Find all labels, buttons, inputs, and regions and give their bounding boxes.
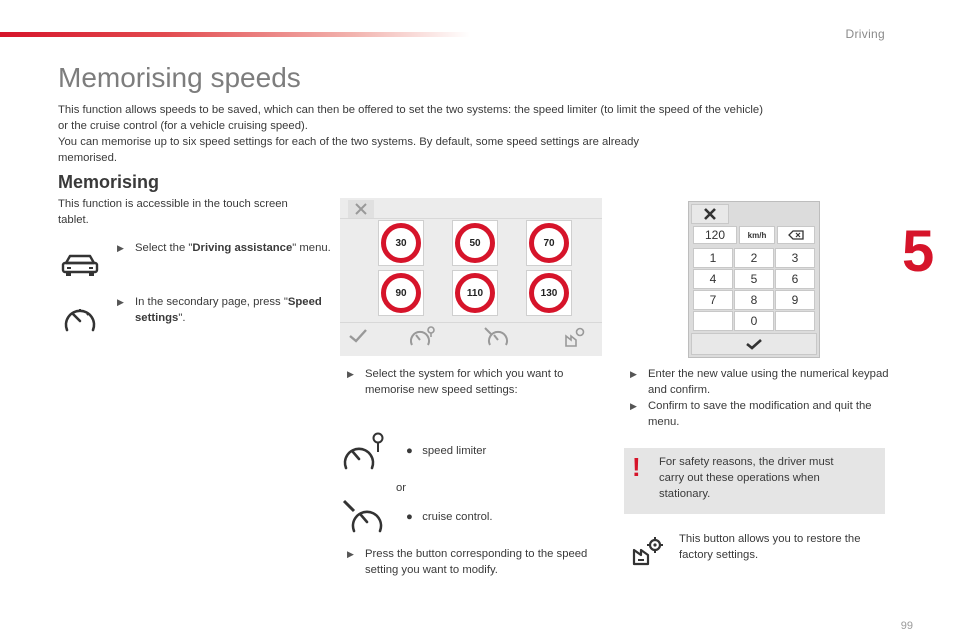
restore-text: This button allows you to restore the factory settings. (679, 533, 861, 561)
divider (340, 322, 602, 323)
page-number: 99 (900, 620, 913, 632)
speed-limiter-icon[interactable] (410, 326, 436, 353)
page-title: Memorising speeds (58, 62, 301, 93)
speed-sign-130: 130 (529, 273, 569, 313)
key-2[interactable]: 2 (734, 248, 774, 268)
speed-slot[interactable] (378, 220, 424, 266)
warning-box (624, 448, 885, 514)
factory-reset-icon[interactable] (564, 326, 586, 353)
step1-prefix: Select the " (135, 242, 193, 254)
confirm-button[interactable] (691, 333, 817, 355)
speed-settings-screen (340, 198, 602, 356)
speed-slot[interactable] (378, 270, 424, 316)
warning-text: For safety reasons, the driver must carry out these operations when stationary. (659, 456, 834, 500)
backspace-icon[interactable] (777, 226, 815, 244)
bullet-dot: ● (406, 445, 423, 457)
key-6[interactable]: 6 (775, 269, 815, 289)
car-icon (60, 252, 100, 278)
keypad-screen (688, 201, 820, 358)
step-confirm-save (630, 398, 898, 430)
factory-reset-icon (632, 536, 664, 566)
key-8[interactable]: 8 (734, 290, 774, 310)
step-marker: ▶ (117, 243, 124, 253)
speed-slot[interactable] (526, 220, 572, 266)
close-icon[interactable] (691, 204, 729, 224)
access-text: This function is accessible in the touch screen tablet. (58, 198, 288, 226)
key-4[interactable]: 4 (693, 269, 733, 289)
intro-paragraph (58, 102, 848, 166)
step-enter-value (630, 366, 898, 398)
cruise-control-item (406, 509, 493, 525)
header-accent-bar (0, 32, 470, 37)
key-5[interactable]: 5 (734, 269, 774, 289)
speed-limiter-item (406, 443, 486, 459)
speed-slot[interactable] (452, 220, 498, 266)
cruise-control-icon (342, 498, 386, 534)
key-9[interactable]: 9 (775, 290, 815, 310)
speed-limiter-label: speed limiter (422, 445, 487, 457)
speed-sign-110: 110 (455, 273, 495, 313)
section-name: Driving (845, 27, 885, 41)
step-press-speed-settings (117, 294, 335, 326)
enter-value-text: Enter the new value using the numerical keypad and confirm. (648, 368, 889, 396)
intro-line: memorised. (58, 152, 118, 164)
step2-button-name: Speed settings (135, 296, 322, 324)
cruise-control-label: cruise control. (422, 511, 493, 523)
step-press-button (347, 546, 605, 578)
step-select-driving-assistance (117, 240, 335, 256)
step2-prefix: In the secondary page, press " (135, 296, 288, 308)
cruise-control-icon[interactable] (484, 326, 510, 353)
step-marker: ▶ (117, 297, 124, 307)
step1-menu-name: Driving assistance (192, 242, 293, 254)
step1-suffix: " menu. (292, 242, 331, 254)
speed-sign-50: 50 (455, 223, 495, 263)
step-marker: ▶ (630, 401, 637, 411)
press-button-text: Press the button corresponding to the speed setting you want to modify. (365, 548, 588, 576)
step-marker: ▶ (630, 369, 637, 379)
step-marker: ▶ (347, 549, 354, 559)
key-0[interactable]: 0 (734, 311, 774, 331)
check-icon[interactable] (348, 328, 368, 349)
step-marker: ▶ (347, 369, 354, 379)
divider (340, 218, 602, 219)
speed-sign-90: 90 (381, 273, 421, 313)
confirm-save-text: Confirm to save the modification and quit the menu. (648, 400, 872, 428)
check-icon (745, 338, 763, 350)
key-blank (693, 311, 733, 331)
speed-slot[interactable] (452, 270, 498, 316)
speed-sign-70: 70 (529, 223, 569, 263)
intro-line: This function allows speeds to be saved, which can then be offered to set the two systems: the speed limiter (to limit the speed of the vehicle) (58, 104, 763, 116)
bullet-dot: ● (406, 511, 423, 523)
speed-value-display: 120 (693, 226, 737, 244)
speedometer-icon (62, 304, 98, 334)
chapter-number: 5 (902, 219, 935, 284)
key-3[interactable]: 3 (775, 248, 815, 268)
step2-suffix: ". (178, 312, 186, 324)
close-icon[interactable] (348, 200, 374, 218)
step-select-system (347, 366, 605, 398)
intro-line: You can memorise up to six speed settings for each of the two systems. By default, some speed settings are already (58, 136, 640, 148)
or-label: or (396, 482, 407, 494)
key-blank (775, 311, 815, 331)
intro-line: or the cruise control (for a vehicle cruising speed). (58, 120, 308, 132)
speed-limiter-icon (342, 432, 386, 472)
speed-sign-30: 30 (381, 223, 421, 263)
select-system-text: Select the system for which you want to memorise new speed settings: (365, 368, 564, 396)
unit-label: km/h (739, 226, 775, 244)
section-heading: Memorising (58, 172, 160, 192)
key-1[interactable]: 1 (693, 248, 733, 268)
warning-icon: ! (632, 452, 641, 482)
key-7[interactable]: 7 (693, 290, 733, 310)
speed-slot[interactable] (526, 270, 572, 316)
